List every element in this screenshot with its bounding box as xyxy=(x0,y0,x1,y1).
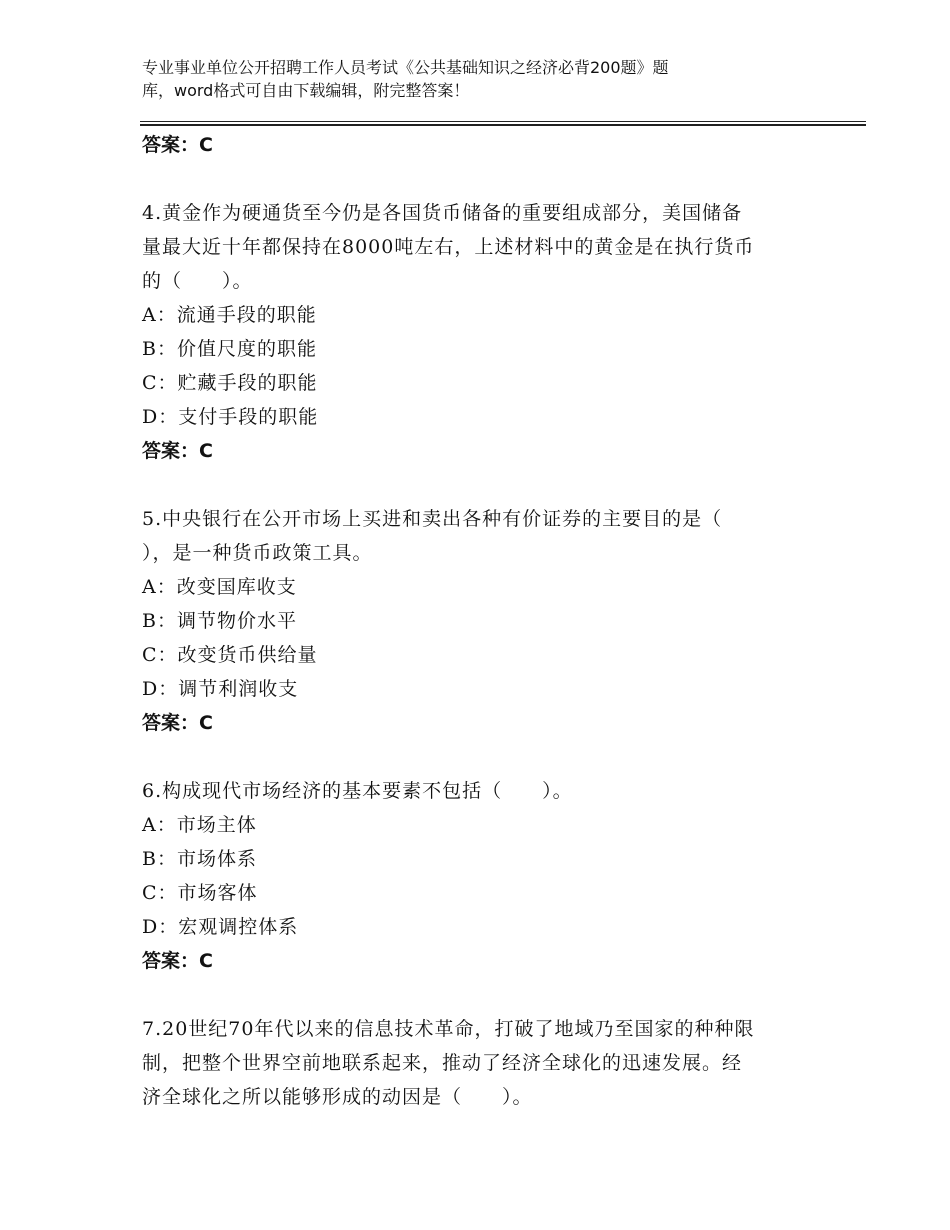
question-6 xyxy=(142,774,822,978)
answer-label: 答案：C xyxy=(142,134,213,156)
header-rule-thin xyxy=(140,121,866,122)
question-text-line: 济全球化之所以能够形成的动因是（ ）。 xyxy=(142,1086,533,1108)
option-b: B：调节物价水平 xyxy=(142,610,297,632)
option-b: B：市场体系 xyxy=(142,848,257,870)
question-text-line: 制，把整个世界空前地联系起来，推动了经济全球化的迅速发展。经 xyxy=(142,1052,743,1074)
question-text-line: 量最大近十年都保持在8000吨左右，上述材料中的黄金是在执行货币 xyxy=(142,236,755,258)
question-4 xyxy=(142,196,822,468)
document-body xyxy=(142,128,822,1114)
question-text-line: 7.20世纪70年代以来的信息技术革命，打破了地域乃至国家的种种限 xyxy=(142,1018,755,1040)
question-text-line: ），是一种货币政策工具。 xyxy=(142,542,373,564)
header-rule-thick xyxy=(140,124,866,126)
question-text-line: 6.构成现代市场经济的基本要素不包括（ ）。 xyxy=(142,780,573,802)
question-5 xyxy=(142,502,822,740)
option-c: C：改变货币供给量 xyxy=(142,644,318,666)
question-text-line: 的（ ）。 xyxy=(142,270,253,292)
document-header xyxy=(142,56,782,102)
option-a: A：市场主体 xyxy=(142,814,257,836)
option-b: B：价值尺度的职能 xyxy=(142,338,317,360)
answer-label: 答案：C xyxy=(142,950,213,972)
option-a: A：流通手段的职能 xyxy=(142,304,317,326)
header-line-2: 库，word格式可自由下载编辑，附完整答案！ xyxy=(142,81,470,100)
answer-label: 答案：C xyxy=(142,712,213,734)
option-d: D：调节利润收支 xyxy=(142,678,299,700)
option-c: C：市场客体 xyxy=(142,882,258,904)
option-d: D：宏观调控体系 xyxy=(142,916,299,938)
header-line-1: 专业事业单位公开招聘工作人员考试《公共基础知识之经济必背200题》题 xyxy=(142,58,669,77)
option-c: C：贮藏手段的职能 xyxy=(142,372,318,394)
question-text-line: 5.中央银行在公开市场上买进和卖出各种有价证券的主要目的是（ xyxy=(142,508,723,530)
answer-label: 答案：C xyxy=(142,440,213,462)
question-text-line: 4.黄金作为硬通货至今仍是各国货币储备的重要组成部分，美国储备 xyxy=(142,202,743,224)
option-d: D：支付手段的职能 xyxy=(142,406,319,428)
option-a: A：改变国库收支 xyxy=(142,576,297,598)
question-7 xyxy=(142,1012,822,1114)
